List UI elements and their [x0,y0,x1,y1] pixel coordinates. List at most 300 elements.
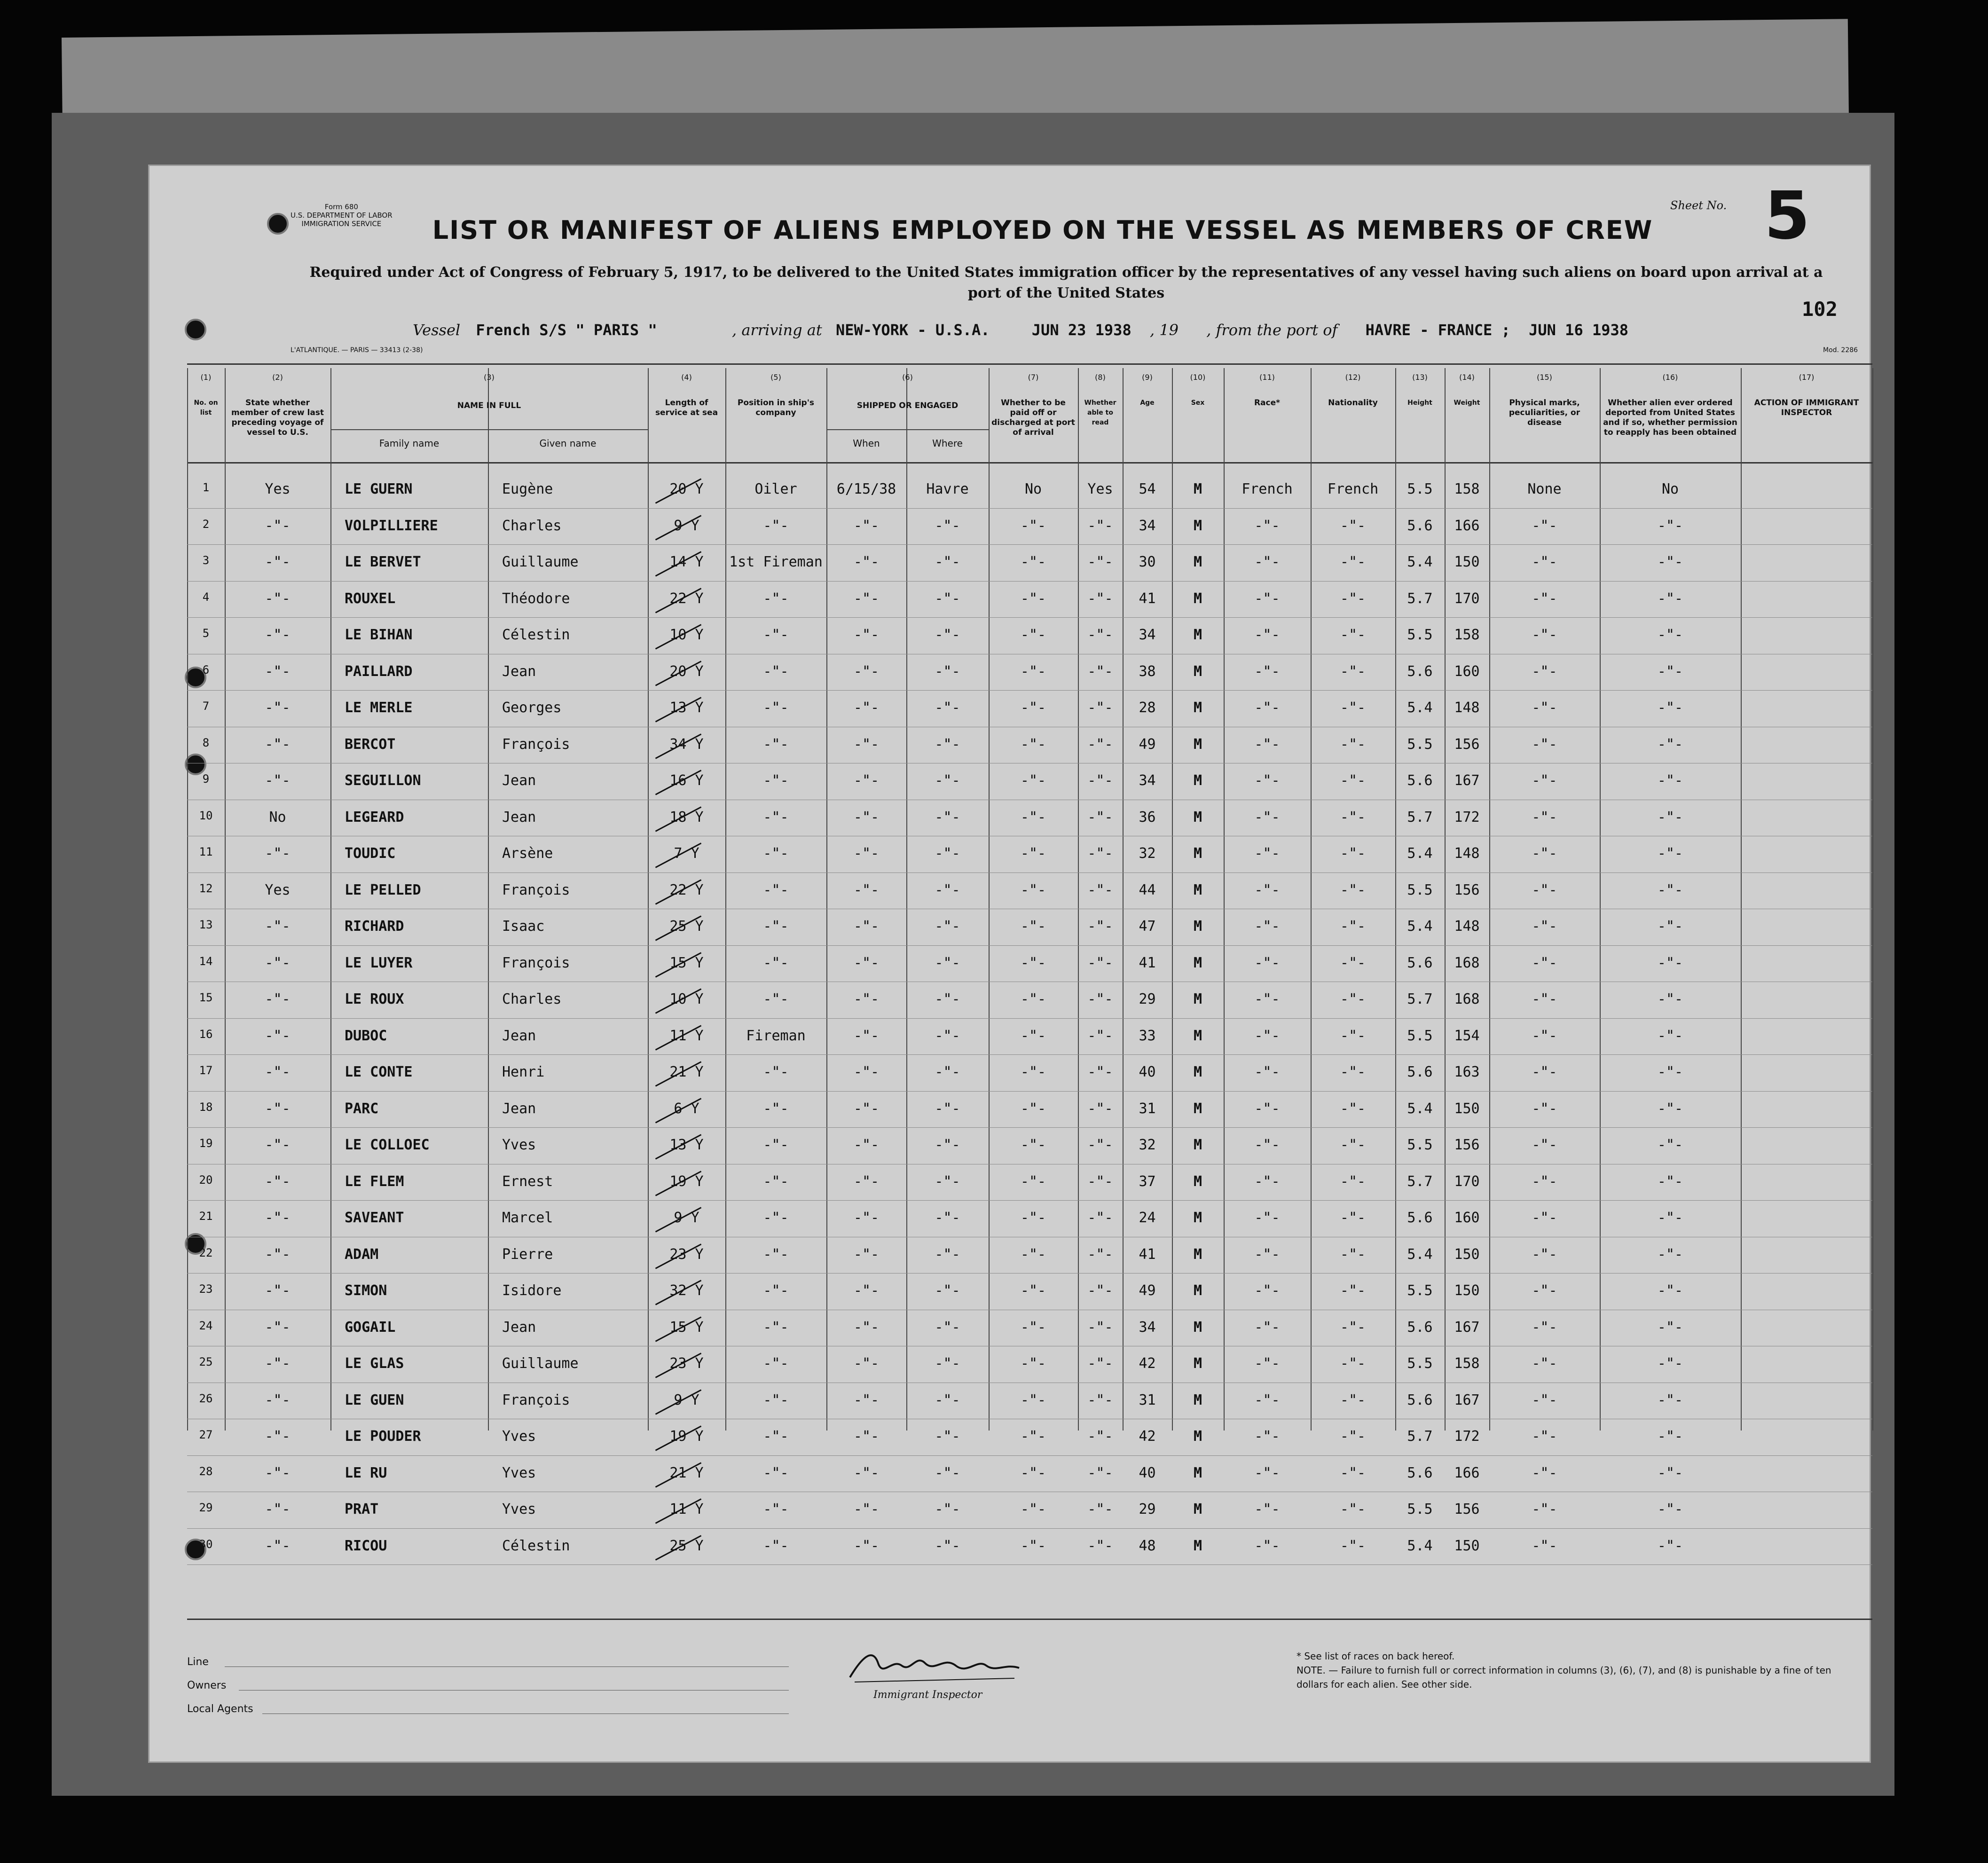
cell-age: 33 [1139,1027,1156,1044]
cell-nat: -"- [1340,845,1366,862]
cell-sex: M [1193,627,1202,643]
cell-prev: -"- [265,991,291,1007]
cell-deported: -"- [1657,1501,1683,1517]
punch-hole [267,213,289,235]
cell-deported: -"- [1657,736,1683,753]
column-number: (12) [1345,373,1361,382]
cell-read: -"- [1087,1210,1113,1226]
cell-sex: M [1193,554,1202,570]
cell-where: -"- [935,1501,960,1517]
cell-service: 13 Y [669,1137,704,1153]
cell-given: Guillaume [502,554,579,570]
cell-marks: -"- [1532,1428,1557,1445]
cell-where: -"- [935,1464,960,1481]
cell-read: -"- [1087,991,1113,1007]
cell-given: Jean [502,1100,536,1117]
cell-race: -"- [1254,1173,1280,1190]
cell-prev: -"- [265,1464,291,1481]
cell-prev: -"- [265,1100,291,1117]
cell-deported: -"- [1657,1100,1683,1117]
cell-age: 49 [1139,736,1156,753]
cell-when: -"- [853,1246,880,1263]
cell-read: -"- [1087,1464,1113,1481]
cell-weight: 170 [1454,1173,1480,1190]
cell-height: 5.4 [1407,918,1433,935]
cell-marks: -"- [1532,1137,1557,1153]
cell-race: -"- [1254,663,1280,680]
cell-height: 5.6 [1407,1464,1433,1481]
cell-nat: -"- [1340,954,1366,971]
cell-deported: -"- [1657,845,1683,862]
cell-read: -"- [1087,1027,1113,1044]
cell-read: -"- [1087,918,1113,935]
cell-paid: -"- [1020,554,1046,570]
cell-prev: -"- [265,1173,291,1190]
cell-where: -"- [935,554,960,570]
arrival-date-stamp: JUN 23 1938 [1031,321,1132,339]
cell-nat: -"- [1340,590,1366,607]
cell-position: -"- [763,1210,789,1226]
cell-height: 5.7 [1407,809,1433,825]
cell-nat: -"- [1340,700,1366,716]
cell-given: Pierre [502,1246,553,1263]
cell-no: 28 [199,1464,213,1478]
cell-when: -"- [853,918,880,935]
cell-sex: M [1193,1391,1202,1408]
cell-deported: -"- [1657,1064,1683,1080]
cell-race: -"- [1254,845,1280,862]
table-row-rule [187,1054,1872,1055]
cell-paid: -"- [1020,1027,1046,1044]
cell-position: 1st Fireman [729,554,823,570]
cell-age: 34 [1139,1319,1156,1336]
cell-family: LE LUYER [345,954,413,971]
cell-read: -"- [1087,1282,1113,1299]
cell-where: -"- [935,736,960,753]
cell-family: VOLPILLIERE [345,517,438,534]
cell-age: 36 [1139,809,1156,825]
cell-paid: -"- [1020,1137,1046,1153]
cell-given: Guillaume [502,1355,579,1372]
cell-age: 28 [1139,700,1156,716]
cell-weight: 166 [1454,517,1480,534]
cell-sex: M [1193,1246,1202,1263]
cell-no: 29 [199,1501,213,1514]
cell-race: -"- [1254,809,1280,825]
column-header: Length of service at sea [655,398,718,417]
cell-prev: -"- [265,1210,291,1226]
cell-sex: M [1193,809,1202,825]
cell-nat: -"- [1340,1537,1366,1554]
cell-sex: M [1193,1428,1202,1445]
cell-weight: 150 [1454,1100,1480,1117]
cell-service: 25 Y [669,1537,704,1554]
cell-age: 34 [1139,517,1156,534]
cell-service: 25 Y [669,918,704,935]
cell-when: -"- [853,1210,880,1226]
cell-paid: -"- [1020,1501,1046,1517]
cell-nat: -"- [1340,1064,1366,1080]
cell-marks: -"- [1532,517,1557,534]
cell-race: -"- [1254,954,1280,971]
cell-height: 5.6 [1407,517,1433,534]
cell-position: -"- [763,772,789,789]
cell-prev: -"- [265,1537,291,1554]
cell-prev: -"- [265,1064,291,1080]
cell-family: ADAM [345,1246,379,1263]
cell-no: 12 [199,881,213,895]
cell-service: 16 Y [669,772,704,789]
cell-position: -"- [763,1064,789,1080]
cell-paid: -"- [1020,663,1046,680]
cell-sex: M [1193,1501,1202,1517]
cell-given: Arsène [502,845,553,862]
cell-position: -"- [763,663,789,680]
cell-deported: -"- [1657,809,1683,825]
cell-given: Célestin [502,627,570,643]
cell-no: 18 [199,1100,213,1114]
cell-position: -"- [763,1428,789,1445]
cell-family: RICHARD [345,918,404,935]
table-row-rule [187,1091,1872,1092]
cell-deported: -"- [1657,1319,1683,1336]
cell-deported: -"- [1657,1282,1683,1299]
cell-prev: -"- [265,590,291,607]
cell-age: 24 [1139,1210,1156,1226]
column-subheader: Given name [539,438,597,449]
vessel-line [413,321,1628,339]
cell-sex: M [1193,881,1202,898]
cell-weight: 150 [1454,1282,1480,1299]
cell-family: LEGEARD [345,809,404,825]
cell-age: 40 [1139,1064,1156,1080]
cell-deported: -"- [1657,700,1683,716]
cell-marks: -"- [1532,1064,1557,1080]
cell-paid: -"- [1020,1319,1046,1336]
cell-family: PAILLARD [345,663,413,680]
cell-nat: -"- [1340,1428,1366,1445]
cell-where: -"- [935,1064,960,1080]
cell-when: -"- [853,991,880,1007]
column-header: Sex [1191,399,1205,407]
cell-paid: -"- [1020,772,1046,789]
subheader-rule [826,429,989,430]
vessel-name: French S/S " PARIS " [476,321,657,339]
cell-prev: -"- [265,1137,291,1153]
cell-marks: -"- [1532,809,1557,825]
cell-no: 1 [202,481,210,494]
cell-service: 9 Y [674,1210,699,1226]
cell-where: -"- [935,772,960,789]
cell-sex: M [1193,991,1202,1007]
cell-sex: M [1193,1537,1202,1554]
column-number: (16) [1662,373,1678,382]
cell-position: -"- [763,1464,789,1481]
cell-deported: -"- [1657,954,1683,971]
cell-marks: -"- [1532,590,1557,607]
cell-marks: -"- [1532,1210,1557,1226]
cell-prev: -"- [265,1428,291,1445]
cell-paid: -"- [1020,1355,1046,1372]
cell-deported: -"- [1657,1428,1683,1445]
cell-marks: -"- [1532,1246,1557,1263]
sheet-number-label: Sheet No. [1670,199,1727,212]
cell-read: -"- [1087,954,1113,971]
cell-nat: -"- [1340,1501,1366,1517]
inspector-signature [845,1644,1024,1687]
cell-weight: 148 [1454,845,1480,862]
cell-where: -"- [935,1027,960,1044]
cell-nat: -"- [1340,881,1366,898]
cell-given: Henri [502,1064,545,1080]
cell-weight: 167 [1454,772,1480,789]
cell-family: LE CONTE [345,1064,413,1080]
column-number: (10) [1190,373,1206,382]
cell-weight: 168 [1454,991,1480,1007]
cell-height: 5.4 [1407,700,1433,716]
cell-age: 41 [1139,1246,1156,1263]
cell-read: -"- [1087,1173,1113,1190]
cell-where: -"- [935,881,960,898]
cell-prev: -"- [265,736,291,753]
cell-read: -"- [1087,1355,1113,1372]
cell-family: LE COLLOEC [345,1137,430,1153]
cell-marks: -"- [1532,1027,1557,1044]
column-subheader: When [853,438,880,449]
cell-deported: No [1661,481,1679,497]
cell-prev: -"- [265,663,291,680]
cell-when: -"- [853,736,880,753]
cell-given: Yves [502,1137,536,1153]
cell-read: Yes [1087,481,1113,497]
column-number: (8) [1095,373,1106,382]
cell-weight: 170 [1454,590,1480,607]
cell-no: 10 [199,809,213,822]
cell-weight: 148 [1454,918,1480,935]
cell-where: -"- [935,845,960,862]
cell-family: BERCOT [345,736,396,753]
cell-family: TOUDIC [345,845,396,862]
table-row-rule [187,508,1872,509]
column-number: (3) [484,373,495,382]
cell-nat: -"- [1340,772,1366,789]
cell-weight: 166 [1454,1464,1480,1481]
table-header-rule [187,462,1872,464]
cell-position: -"- [763,809,789,825]
cell-given: Jean [502,772,536,789]
cell-paid: -"- [1020,991,1046,1007]
cell-prev: -"- [265,1246,291,1263]
cell-paid: -"- [1020,1537,1046,1554]
cell-family: LE BIHAN [345,627,413,643]
cell-service: 11 Y [669,1027,704,1044]
cell-height: 5.7 [1407,590,1433,607]
cell-nat: -"- [1340,517,1366,534]
cell-read: -"- [1087,809,1113,825]
cell-paid: -"- [1020,954,1046,971]
cell-service: 10 Y [669,991,704,1007]
cell-position: -"- [763,590,789,607]
cell-paid: No [1024,481,1042,497]
cell-paid: -"- [1020,1282,1046,1299]
cell-sex: M [1193,481,1202,497]
cell-family: RICOU [345,1537,387,1554]
cell-when: -"- [853,845,880,862]
cell-marks: -"- [1532,918,1557,935]
cell-read: -"- [1087,1501,1113,1517]
cell-sex: M [1193,845,1202,862]
cell-race: -"- [1254,1391,1280,1408]
cell-read: -"- [1087,554,1113,570]
cell-age: 29 [1139,1501,1156,1517]
cell-prev: -"- [265,554,291,570]
year-label: , 19 [1149,321,1179,339]
cell-no: 4 [202,590,210,604]
cell-nat: -"- [1340,627,1366,643]
cell-paid: -"- [1020,590,1046,607]
cell-prev: -"- [265,845,291,862]
table-row-rule [187,544,1872,545]
cell-nat: -"- [1340,736,1366,753]
cell-read: -"- [1087,1100,1113,1117]
cell-no: 14 [199,954,213,968]
cell-read: -"- [1087,1319,1113,1336]
cell-weight: 158 [1454,1355,1480,1372]
cell-where: -"- [935,954,960,971]
cell-weight: 150 [1454,554,1480,570]
cell-nat: -"- [1340,1391,1366,1408]
cell-family: LE GUEN [345,1391,404,1408]
cell-position: -"- [763,954,789,971]
cell-deported: -"- [1657,663,1683,680]
immigrant-inspector-label: Immigrant Inspector [873,1689,982,1701]
cell-sex: M [1193,1210,1202,1226]
cell-when: -"- [853,881,880,898]
cell-position: -"- [763,1391,789,1408]
cell-age: 31 [1139,1100,1156,1117]
cell-age: 40 [1139,1464,1156,1481]
cell-height: 5.6 [1407,954,1433,971]
cell-weight: 160 [1454,663,1480,680]
cell-race: -"- [1254,1319,1280,1336]
cell-service: 9 Y [674,517,699,534]
cell-no: 15 [199,991,213,1004]
cell-position: Fireman [746,1027,806,1044]
cell-race: -"- [1254,1428,1280,1445]
cell-weight: 158 [1454,627,1480,643]
cell-family: LE GLAS [345,1355,404,1372]
table-top-rule [187,363,1872,365]
cell-prev: Yes [265,481,291,497]
cell-height: 5.5 [1407,1355,1433,1372]
column-divider [1741,368,1742,1431]
cell-given: Jean [502,1027,536,1044]
cell-age: 34 [1139,627,1156,643]
cell-service: 32 Y [669,1282,704,1299]
cell-race: -"- [1254,1282,1280,1299]
cell-weight: 163 [1454,1064,1480,1080]
cell-height: 5.5 [1407,481,1433,497]
cell-height: 5.7 [1407,1428,1433,1445]
cell-paid: -"- [1020,627,1046,643]
cell-sex: M [1193,772,1202,789]
cell-service: 23 Y [669,1355,704,1372]
cell-deported: -"- [1657,1027,1683,1044]
cell-height: 5.4 [1407,1100,1433,1117]
cell-nat: -"- [1340,1173,1366,1190]
cell-age: 41 [1139,954,1156,971]
cell-sex: M [1193,1173,1202,1190]
cell-when: -"- [853,1064,880,1080]
cell-service: 19 Y [669,1428,704,1445]
cell-age: 38 [1139,663,1156,680]
cell-no: 5 [202,627,210,640]
column-number: (17) [1799,373,1815,382]
cell-height: 5.6 [1407,1064,1433,1080]
cell-family: LE POUDER [345,1428,421,1445]
cell-weight: 150 [1454,1246,1480,1263]
line-label: Line [187,1656,209,1668]
cell-nat: -"- [1340,1319,1366,1336]
cell-age: 31 [1139,1391,1156,1408]
cell-age: 34 [1139,772,1156,789]
cell-where: -"- [935,517,960,534]
cell-prev: Yes [265,881,291,898]
table-row-rule [187,1455,1872,1456]
cell-race: -"- [1254,627,1280,643]
owners-label: Owners [187,1680,227,1691]
cell-weight: 160 [1454,1210,1480,1226]
cell-when: -"- [853,1100,880,1117]
cell-marks: -"- [1532,1173,1557,1190]
cell-prev: -"- [265,918,291,935]
cell-given: Yves [502,1464,536,1481]
form-identifier: Form 680 U.S. DEPARTMENT OF LABOR IMMIGRATION SERVICE [291,203,393,228]
table-row-rule [187,1127,1872,1128]
cell-sex: M [1193,590,1202,607]
column-header: Whether able to read [1084,399,1116,426]
cell-position: -"- [763,845,789,862]
cell-deported: -"- [1657,881,1683,898]
cell-marks: -"- [1532,700,1557,716]
cell-sex: M [1193,736,1202,753]
table-row-rule [187,581,1872,582]
cell-family: LE BERVET [345,554,421,570]
column-number: (15) [1537,373,1552,382]
column-header: ACTION OF IMMIGRANT INSPECTOR [1754,398,1859,417]
column-header: Race* [1254,398,1281,408]
cell-no: 20 [199,1173,213,1187]
cell-paid: -"- [1020,1391,1046,1408]
cell-no: 13 [199,918,213,931]
cell-given: François [502,736,570,753]
cell-position: -"- [763,517,789,534]
cell-read: -"- [1087,1137,1113,1153]
cell-weight: 156 [1454,881,1480,898]
cell-weight: 167 [1454,1391,1480,1408]
cell-position: -"- [763,736,789,753]
cell-marks: -"- [1532,1319,1557,1336]
table-row-rule [187,1528,1872,1529]
cell-given: François [502,881,570,898]
cell-deported: -"- [1657,1210,1683,1226]
cell-service: 21 Y [669,1464,704,1481]
cell-height: 5.7 [1407,1173,1433,1190]
cell-where: -"- [935,809,960,825]
cell-when: -"- [853,772,880,789]
cell-when: 6/15/38 [836,481,896,497]
cell-where: -"- [935,1391,960,1408]
